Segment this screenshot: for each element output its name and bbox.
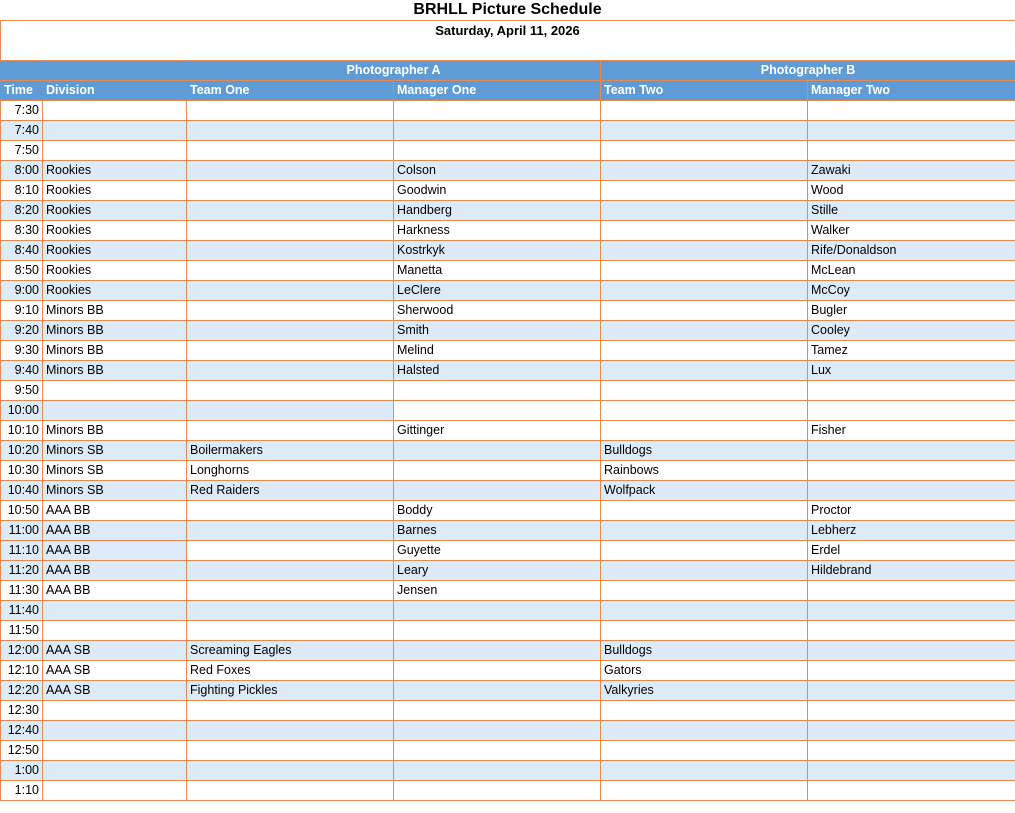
- table-row: [1, 481, 1015, 501]
- team-one-cell[interactable]: Red Foxes: [187, 661, 394, 681]
- manager-two-cell[interactable]: Bugler: [808, 301, 1015, 321]
- table-row: [1, 301, 1015, 321]
- time-cell[interactable]: 12:10: [1, 661, 43, 681]
- time-cell[interactable]: 11:20: [1, 561, 43, 581]
- time-cell[interactable]: 8:30: [1, 221, 43, 241]
- manager-one-cell[interactable]: [394, 681, 601, 701]
- team-one-cell[interactable]: [187, 161, 394, 181]
- manager-one-cell[interactable]: Colson: [394, 161, 601, 181]
- time-cell[interactable]: 10:40: [1, 481, 43, 501]
- team-two-cell[interactable]: Bulldogs: [601, 441, 808, 461]
- manager-one-cell[interactable]: [394, 601, 601, 621]
- manager-two-cell[interactable]: [808, 641, 1015, 661]
- team-two-cell[interactable]: [601, 361, 808, 381]
- time-cell[interactable]: 11:30: [1, 581, 43, 601]
- time-cell[interactable]: 1:00: [1, 761, 43, 781]
- header-manager-two[interactable]: Manager Two: [808, 81, 1015, 101]
- sheet-title[interactable]: BRHLL Picture Schedule: [0, 0, 1015, 21]
- time-cell[interactable]: 11:50: [1, 621, 43, 641]
- manager-one-cell[interactable]: [394, 101, 601, 121]
- table-row: [1, 561, 1015, 581]
- sheet-subtitle[interactable]: Saturday, April 11, 2026: [435, 23, 580, 38]
- team-two-cell[interactable]: [601, 621, 808, 641]
- table-row: [1, 341, 1015, 361]
- table-row: [1, 641, 1015, 661]
- team-two-cell[interactable]: [601, 601, 808, 621]
- table-row: [1, 261, 1015, 281]
- manager-two-cell[interactable]: [808, 141, 1015, 161]
- division-cell[interactable]: [43, 121, 187, 141]
- team-two-cell[interactable]: Rainbows: [601, 461, 808, 481]
- manager-two-cell[interactable]: Stille: [808, 201, 1015, 221]
- manager-one-cell[interactable]: Smith: [394, 321, 601, 341]
- team-two-cell[interactable]: [601, 501, 808, 521]
- team-one-cell[interactable]: [187, 721, 394, 741]
- table-row: [1, 501, 1015, 521]
- time-cell[interactable]: 12:50: [1, 741, 43, 761]
- division-cell[interactable]: [43, 141, 187, 161]
- time-cell[interactable]: 8:00: [1, 161, 43, 181]
- table-row: [1, 281, 1015, 301]
- team-two-cell[interactable]: Gators: [601, 661, 808, 681]
- manager-one-cell[interactable]: Goodwin: [394, 181, 601, 201]
- table-row: [1, 721, 1015, 741]
- manager-two-cell[interactable]: Fisher: [808, 421, 1015, 441]
- team-two-cell[interactable]: [601, 401, 808, 421]
- table-row: [1, 141, 1015, 161]
- time-cell[interactable]: 10:20: [1, 441, 43, 461]
- manager-one-cell[interactable]: Boddy: [394, 501, 601, 521]
- time-cell[interactable]: 11:00: [1, 521, 43, 541]
- team-one-cell[interactable]: [187, 341, 394, 361]
- team-two-cell[interactable]: [601, 381, 808, 401]
- table-row: [1, 381, 1015, 401]
- time-cell[interactable]: 7:50: [1, 141, 43, 161]
- table-row: [1, 161, 1015, 181]
- header-division[interactable]: Division: [43, 81, 187, 101]
- team-one-cell[interactable]: Screaming Eagles: [187, 641, 394, 661]
- table-row: [1, 201, 1015, 221]
- manager-two-cell[interactable]: [808, 101, 1015, 121]
- manager-one-cell[interactable]: LeClere: [394, 281, 601, 301]
- manager-two-cell[interactable]: Wood: [808, 181, 1015, 201]
- time-cell[interactable]: 9:10: [1, 301, 43, 321]
- manager-one-cell[interactable]: [394, 721, 601, 741]
- manager-two-cell[interactable]: [808, 481, 1015, 501]
- manager-one-cell[interactable]: [394, 781, 601, 801]
- table-row: [1, 581, 1015, 601]
- time-cell[interactable]: 9:40: [1, 361, 43, 381]
- manager-two-cell[interactable]: Hildebrand: [808, 561, 1015, 581]
- team-one-cell[interactable]: [187, 261, 394, 281]
- division-cell[interactable]: Minors BB: [43, 321, 187, 341]
- manager-two-cell[interactable]: [808, 681, 1015, 701]
- division-cell[interactable]: Rookies: [43, 241, 187, 261]
- table-row: [1, 741, 1015, 761]
- table-row: [1, 781, 1015, 801]
- team-two-cell[interactable]: Bulldogs: [601, 641, 808, 661]
- team-one-cell[interactable]: [187, 321, 394, 341]
- division-cell[interactable]: AAA BB: [43, 521, 187, 541]
- photographer-b-header[interactable]: Photographer B: [601, 61, 1015, 81]
- division-cell[interactable]: AAA BB: [43, 581, 187, 601]
- division-cell[interactable]: AAA BB: [43, 501, 187, 521]
- division-cell[interactable]: [43, 701, 187, 721]
- division-cell[interactable]: AAA SB: [43, 661, 187, 681]
- division-cell[interactable]: [43, 781, 187, 801]
- team-two-cell[interactable]: [601, 321, 808, 341]
- manager-one-cell[interactable]: Manetta: [394, 261, 601, 281]
- division-cell[interactable]: Rookies: [43, 281, 187, 301]
- table-row: [1, 421, 1015, 441]
- division-cell[interactable]: Rookies: [43, 201, 187, 221]
- division-cell[interactable]: [43, 761, 187, 781]
- division-cell[interactable]: [43, 401, 187, 421]
- time-cell[interactable]: 9:20: [1, 321, 43, 341]
- team-two-cell[interactable]: [601, 281, 808, 301]
- manager-two-cell[interactable]: Tamez: [808, 341, 1015, 361]
- header-manager-one[interactable]: Manager One: [394, 81, 601, 101]
- team-two-cell[interactable]: [601, 221, 808, 241]
- team-two-cell[interactable]: [601, 701, 808, 721]
- table-row: [1, 441, 1015, 461]
- table-row: [1, 401, 1015, 421]
- time-cell[interactable]: 9:30: [1, 341, 43, 361]
- team-two-cell[interactable]: [601, 201, 808, 221]
- photographer-header-row: [1, 61, 1015, 81]
- manager-one-cell[interactable]: Kostrkyk: [394, 241, 601, 261]
- team-two-cell[interactable]: [601, 301, 808, 321]
- manager-two-cell[interactable]: McLean: [808, 261, 1015, 281]
- manager-one-cell[interactable]: Gittinger: [394, 421, 601, 441]
- manager-one-cell[interactable]: Handberg: [394, 201, 601, 221]
- manager-one-cell[interactable]: [394, 121, 601, 141]
- manager-two-cell[interactable]: Lebherz: [808, 521, 1015, 541]
- team-two-cell[interactable]: [601, 561, 808, 581]
- division-cell[interactable]: AAA BB: [43, 541, 187, 561]
- manager-two-cell[interactable]: Erdel: [808, 541, 1015, 561]
- manager-one-cell[interactable]: Harkness: [394, 221, 601, 241]
- manager-two-cell[interactable]: [808, 761, 1015, 781]
- table-row: [1, 181, 1015, 201]
- manager-two-cell[interactable]: [808, 581, 1015, 601]
- team-one-cell[interactable]: [187, 381, 394, 401]
- team-two-cell[interactable]: [601, 161, 808, 181]
- team-one-cell[interactable]: [187, 301, 394, 321]
- team-one-cell[interactable]: [187, 421, 394, 441]
- table-row: [1, 121, 1015, 141]
- time-cell[interactable]: 11:10: [1, 541, 43, 561]
- table-row: [1, 701, 1015, 721]
- table-row: [1, 361, 1015, 381]
- header-blank-cell[interactable]: [1, 61, 43, 81]
- manager-one-cell[interactable]: [394, 481, 601, 501]
- manager-one-cell[interactable]: [394, 621, 601, 641]
- manager-two-cell[interactable]: Lux: [808, 361, 1015, 381]
- division-cell[interactable]: [43, 721, 187, 741]
- manager-one-cell[interactable]: [394, 401, 601, 421]
- team-two-cell[interactable]: [601, 261, 808, 281]
- manager-two-cell[interactable]: [808, 441, 1015, 461]
- manager-two-cell[interactable]: [808, 721, 1015, 741]
- team-one-cell[interactable]: [187, 701, 394, 721]
- table-row: [1, 101, 1015, 121]
- manager-two-cell[interactable]: Walker: [808, 221, 1015, 241]
- team-one-cell[interactable]: Boilermakers: [187, 441, 394, 461]
- team-two-cell[interactable]: [601, 141, 808, 161]
- time-cell[interactable]: 12:20: [1, 681, 43, 701]
- time-cell[interactable]: 1:10: [1, 781, 43, 801]
- team-one-cell[interactable]: [187, 221, 394, 241]
- team-one-cell[interactable]: [187, 501, 394, 521]
- time-cell[interactable]: 10:10: [1, 421, 43, 441]
- table-row: [1, 521, 1015, 541]
- table-row: [1, 541, 1015, 561]
- spacer-row[interactable]: [0, 41, 1015, 61]
- team-two-cell[interactable]: [601, 121, 808, 141]
- team-one-cell[interactable]: [187, 601, 394, 621]
- time-cell[interactable]: 7:30: [1, 101, 43, 121]
- time-cell[interactable]: 10:50: [1, 501, 43, 521]
- team-two-cell[interactable]: [601, 781, 808, 801]
- division-cell[interactable]: Rookies: [43, 161, 187, 181]
- team-one-cell[interactable]: [187, 581, 394, 601]
- team-one-cell[interactable]: [187, 141, 394, 161]
- team-one-cell[interactable]: [187, 761, 394, 781]
- division-cell[interactable]: Minors SB: [43, 481, 187, 501]
- division-cell[interactable]: Rookies: [43, 221, 187, 241]
- division-cell[interactable]: [43, 381, 187, 401]
- time-cell[interactable]: 7:40: [1, 121, 43, 141]
- manager-one-cell[interactable]: [394, 641, 601, 661]
- table-row: [1, 321, 1015, 341]
- division-cell[interactable]: [43, 621, 187, 641]
- time-cell[interactable]: 9:50: [1, 381, 43, 401]
- team-two-cell[interactable]: [601, 721, 808, 741]
- team-two-cell[interactable]: [601, 421, 808, 441]
- manager-two-cell[interactable]: [808, 401, 1015, 421]
- table-row: [1, 681, 1015, 701]
- manager-one-cell[interactable]: [394, 661, 601, 681]
- team-two-cell[interactable]: [601, 541, 808, 561]
- division-cell[interactable]: [43, 101, 187, 121]
- team-one-cell[interactable]: Red Raiders: [187, 481, 394, 501]
- division-cell[interactable]: AAA SB: [43, 681, 187, 701]
- team-one-cell[interactable]: [187, 181, 394, 201]
- manager-one-cell[interactable]: Guyette: [394, 541, 601, 561]
- manager-two-cell[interactable]: Zawaki: [808, 161, 1015, 181]
- division-cell[interactable]: AAA BB: [43, 561, 187, 581]
- time-cell[interactable]: 12:00: [1, 641, 43, 661]
- time-cell[interactable]: 10:30: [1, 461, 43, 481]
- team-two-cell[interactable]: [601, 341, 808, 361]
- team-two-cell[interactable]: [601, 241, 808, 261]
- manager-two-cell[interactable]: [808, 661, 1015, 681]
- schedule-table: [0, 60, 1015, 801]
- manager-two-cell[interactable]: Proctor: [808, 501, 1015, 521]
- time-cell[interactable]: 10:00: [1, 401, 43, 421]
- manager-two-cell[interactable]: Rife/Donaldson: [808, 241, 1015, 261]
- manager-one-cell[interactable]: [394, 461, 601, 481]
- table-row: [1, 601, 1015, 621]
- manager-two-cell[interactable]: [808, 621, 1015, 641]
- manager-one-cell[interactable]: Sherwood: [394, 301, 601, 321]
- table-row: [1, 661, 1015, 681]
- manager-one-cell[interactable]: [394, 701, 601, 721]
- division-cell[interactable]: Minors SB: [43, 441, 187, 461]
- manager-two-cell[interactable]: [808, 741, 1015, 761]
- manager-one-cell[interactable]: Jensen: [394, 581, 601, 601]
- manager-two-cell[interactable]: [808, 121, 1015, 141]
- team-two-cell[interactable]: [601, 521, 808, 541]
- manager-two-cell[interactable]: [808, 381, 1015, 401]
- team-one-cell[interactable]: [187, 541, 394, 561]
- team-one-cell[interactable]: [187, 101, 394, 121]
- time-cell[interactable]: 8:10: [1, 181, 43, 201]
- division-cell[interactable]: Minors SB: [43, 461, 187, 481]
- table-row: [1, 221, 1015, 241]
- header-blank-cell[interactable]: [43, 61, 187, 81]
- division-cell[interactable]: [43, 601, 187, 621]
- manager-one-cell[interactable]: [394, 141, 601, 161]
- team-one-cell[interactable]: [187, 621, 394, 641]
- team-two-cell[interactable]: [601, 101, 808, 121]
- header-time[interactable]: Time: [1, 81, 43, 101]
- team-two-cell[interactable]: [601, 761, 808, 781]
- team-two-cell[interactable]: Wolfpack: [601, 481, 808, 501]
- team-one-cell[interactable]: [187, 781, 394, 801]
- team-one-cell[interactable]: [187, 741, 394, 761]
- team-one-cell[interactable]: [187, 521, 394, 541]
- team-two-cell[interactable]: [601, 581, 808, 601]
- division-cell[interactable]: Rookies: [43, 181, 187, 201]
- table-row: [1, 621, 1015, 641]
- division-cell[interactable]: Minors BB: [43, 421, 187, 441]
- header-team-one[interactable]: Team One: [187, 81, 394, 101]
- column-header-row: [1, 81, 1015, 101]
- division-cell[interactable]: Minors BB: [43, 301, 187, 321]
- manager-two-cell[interactable]: [808, 601, 1015, 621]
- time-cell[interactable]: 8:20: [1, 201, 43, 221]
- division-cell[interactable]: [43, 741, 187, 761]
- time-cell[interactable]: 12:40: [1, 721, 43, 741]
- team-one-cell[interactable]: Longhorns: [187, 461, 394, 481]
- photographer-a-header[interactable]: Photographer A: [187, 61, 601, 81]
- time-cell[interactable]: 8:50: [1, 261, 43, 281]
- time-cell[interactable]: 8:40: [1, 241, 43, 261]
- team-one-cell[interactable]: [187, 361, 394, 381]
- division-cell[interactable]: Minors BB: [43, 361, 187, 381]
- table-row: [1, 761, 1015, 781]
- table-row: [1, 461, 1015, 481]
- manager-two-cell[interactable]: [808, 461, 1015, 481]
- manager-one-cell[interactable]: Halsted: [394, 361, 601, 381]
- manager-two-cell[interactable]: [808, 701, 1015, 721]
- team-one-cell[interactable]: [187, 201, 394, 221]
- manager-one-cell[interactable]: [394, 381, 601, 401]
- header-team-two[interactable]: Team Two: [601, 81, 808, 101]
- team-two-cell[interactable]: [601, 741, 808, 761]
- manager-one-cell[interactable]: [394, 741, 601, 761]
- team-one-cell[interactable]: [187, 241, 394, 261]
- manager-two-cell[interactable]: McCoy: [808, 281, 1015, 301]
- team-two-cell[interactable]: [601, 181, 808, 201]
- team-one-cell[interactable]: Fighting Pickles: [187, 681, 394, 701]
- time-cell[interactable]: 12:30: [1, 701, 43, 721]
- manager-two-cell[interactable]: [808, 781, 1015, 801]
- team-two-cell[interactable]: Valkyries: [601, 681, 808, 701]
- team-one-cell[interactable]: [187, 121, 394, 141]
- manager-one-cell[interactable]: Leary: [394, 561, 601, 581]
- time-cell[interactable]: 11:40: [1, 601, 43, 621]
- team-one-cell[interactable]: [187, 401, 394, 421]
- manager-one-cell[interactable]: [394, 761, 601, 781]
- manager-one-cell[interactable]: Barnes: [394, 521, 601, 541]
- table-row: [1, 241, 1015, 261]
- manager-one-cell[interactable]: Melind: [394, 341, 601, 361]
- time-cell[interactable]: 9:00: [1, 281, 43, 301]
- division-cell[interactable]: Minors BB: [43, 341, 187, 361]
- team-one-cell[interactable]: [187, 281, 394, 301]
- team-one-cell[interactable]: [187, 561, 394, 581]
- manager-two-cell[interactable]: Cooley: [808, 321, 1015, 341]
- manager-one-cell[interactable]: [394, 441, 601, 461]
- division-cell[interactable]: Rookies: [43, 261, 187, 281]
- division-cell[interactable]: AAA SB: [43, 641, 187, 661]
